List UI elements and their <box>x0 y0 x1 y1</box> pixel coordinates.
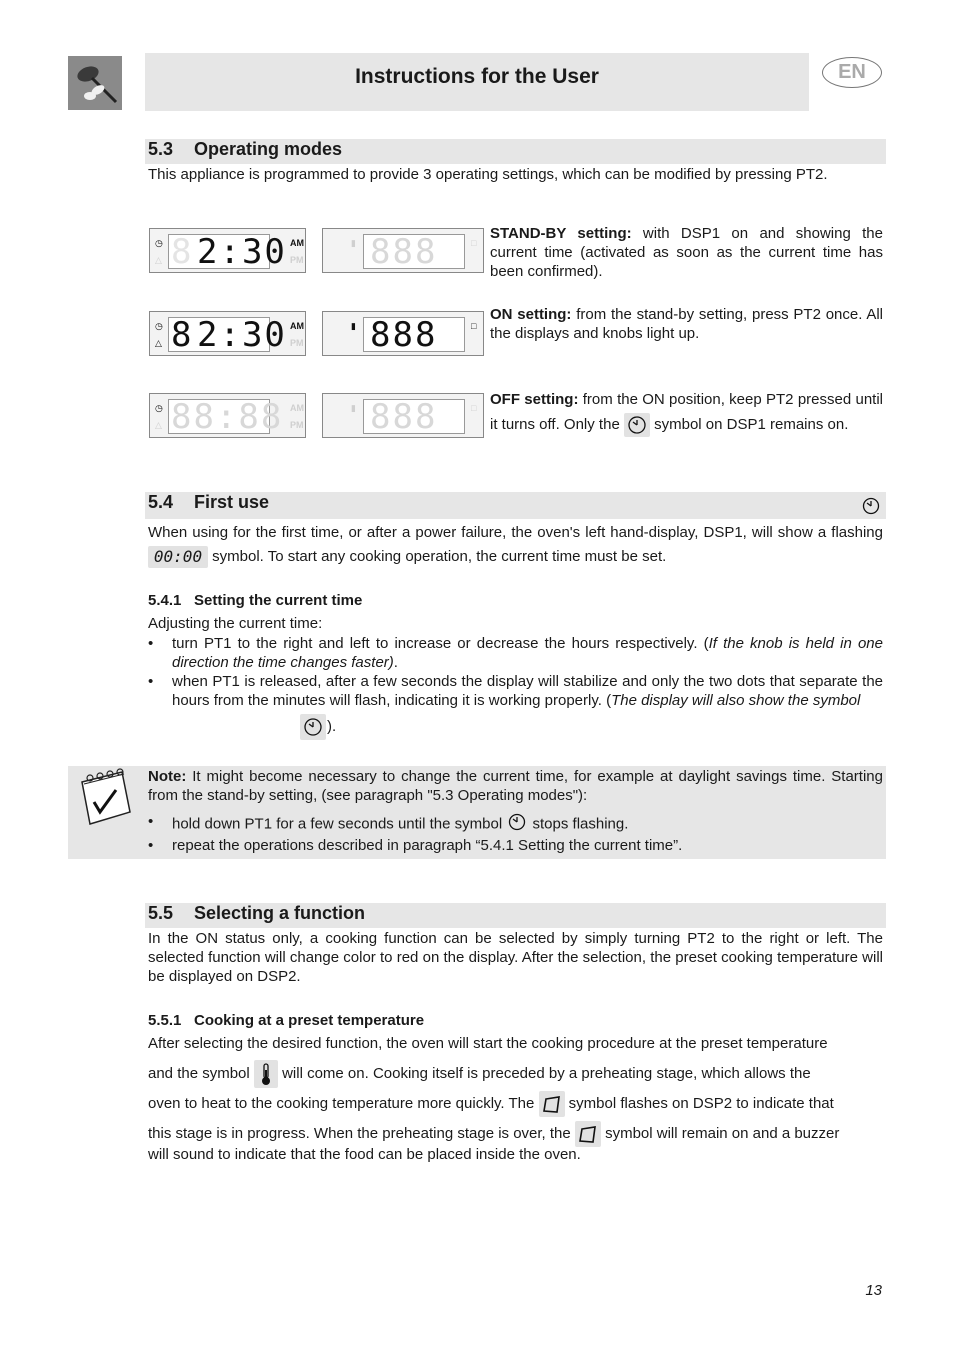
bullet: • <box>148 673 154 690</box>
thermometer-icon: ▮ <box>351 403 356 413</box>
clock-icon: ◷ <box>155 321 163 331</box>
preset-line-1: After selecting the desired function, the oven will start the cooking procedure at the preset temperature <box>148 1035 828 1052</box>
thermometer-icon: ▮ <box>351 321 356 331</box>
clock-icon: ◷ <box>155 403 163 413</box>
section-title-5-3 <box>148 139 342 160</box>
thermometer-icon <box>254 1060 278 1088</box>
section-title-5-4: 5.4 First use <box>148 492 270 512</box>
subsection-title-5-5-1: 5.5.1 Cooking at a preset temperature <box>148 1012 425 1029</box>
standby-description <box>490 224 883 281</box>
off-label: OFF setting: <box>490 391 579 408</box>
clock-icon <box>860 496 882 520</box>
dsp2-on <box>322 311 484 356</box>
bell-icon: △ <box>155 420 162 430</box>
am-indicator: AM <box>290 403 304 413</box>
bullet: • <box>148 837 154 854</box>
clock-icon <box>506 812 528 837</box>
operating-modes-intro: This appliance is programmed to provide 3 operating settings, which can be modified by pressing PT2. <box>148 166 828 183</box>
dsp2-digits: 888 <box>370 397 438 437</box>
am-indicator: AM <box>290 321 304 331</box>
list-item-end: ). <box>327 718 337 735</box>
dsp2-standby <box>322 228 484 273</box>
language-badge: EN <box>822 57 882 88</box>
section-title-5-5: 5.5 Selecting a function <box>148 903 366 923</box>
chef-logo <box>68 56 122 110</box>
clock-icon <box>300 714 326 740</box>
preset-line-3: oven to heat to the cooking temperature more quickly. The symbol flashes on DSP2 to indicate that <box>148 1091 883 1117</box>
dsp1-off <box>149 393 306 438</box>
spoon-whisk-icon <box>68 56 122 110</box>
on-text: from the stand-by setting, press PT2 once. All the displays and knobs light up. <box>490 306 883 342</box>
lock-icon: □ <box>471 321 477 331</box>
section-title-text: Operating modes <box>194 139 343 159</box>
list-item: when PT1 is released, after a few seconds the display will stabilize and only the two dots that separate the hours from the minutes will flash, indicating it is working properly. (The display will also show the symbol <box>172 673 883 709</box>
section-number: 5.3 <box>148 139 174 159</box>
lock-icon: □ <box>471 238 477 248</box>
dsp2-digits: 888 <box>370 232 438 272</box>
time-digits: 2:30 <box>197 315 287 355</box>
clock-icon: ◷ <box>155 238 163 248</box>
bell-icon: △ <box>155 255 162 265</box>
bell-icon: △ <box>155 338 162 348</box>
preheat-icon <box>539 1091 565 1117</box>
pm-indicator: PM <box>290 255 304 265</box>
list-item: repeat the operations described in paragraph “5.4.1 Setting the current time”. <box>172 837 683 854</box>
preset-line-4: this stage is in progress. When the preheating stage is over, the symbol will remain on and a buzzer <box>148 1121 883 1147</box>
list-item: hold down PT1 for a few seconds until the symbol stops flashing. <box>172 812 883 837</box>
flashing-zero-time-symbol: 00:00 <box>148 546 208 568</box>
note-label: Note: <box>148 768 187 785</box>
standby-label: STAND-BY setting: <box>490 225 632 242</box>
preset-line-2: and the symbol will come on. Cooking itself is preceded by a preheating stage, which allows the <box>148 1060 883 1088</box>
first-use-paragraph: When using for the first time, or after a power failure, the oven's left hand-display, DSP1, will show a flashing 00:00 symbol. To start any cooking operation, the current time must be set. <box>148 524 883 567</box>
page-title: Instructions for the User <box>355 65 599 88</box>
dsp1-on: ◷ △ 8 2:30 AM PM <box>149 311 306 356</box>
pm-indicator: PM <box>290 420 304 430</box>
off-description: OFF setting: from the ON position, keep PT2 pressed until it turns off. Only the symbol on DSP1 remains on. <box>490 387 883 437</box>
subsection-title-5-4-1: 5.4.1 Setting the current time <box>148 592 363 609</box>
pm-indicator: PM <box>290 338 304 348</box>
on-label: ON setting: <box>490 306 572 323</box>
dsp2-digits: 888 <box>370 315 438 355</box>
dsp2-off <box>322 393 484 438</box>
clock-icon <box>624 413 650 437</box>
notepad-check-icon <box>76 768 136 834</box>
bullet: • <box>148 813 154 830</box>
note-paragraph: Note: It might become necessary to change the current time, for example at daylight savings time. Starting from the stand-by setting, (see paragraph "5.3 Operating modes"): <box>148 768 883 804</box>
bullet: • <box>148 635 154 652</box>
lock-icon: □ <box>471 403 477 413</box>
preheat-icon <box>575 1121 601 1147</box>
on-description <box>490 305 883 343</box>
adjusting-label: Adjusting the current time: <box>148 615 323 632</box>
selecting-function-paragraph: In the ON status only, a cooking function can be selected by simply turning PT2 to the right or left. The selected function will change color to red on the display. After the selection, the preset cooking temperature will be displayed on DSP2. <box>148 930 883 985</box>
standby-text: with DSP1 on and showing the current time (activated as soon as the current time has been confirmed). <box>490 225 883 280</box>
thermometer-icon: ▮ <box>351 238 356 248</box>
dsp1-standby: ◷ △ 8 2:30 AM PM <box>149 228 306 273</box>
time-digits: 2:30 <box>197 232 287 272</box>
list-item: turn PT1 to the right and left to increase or decrease the hours respectively. (If the knob is held in one direction the time changes faster). <box>172 635 883 671</box>
page-number: 13 <box>865 1282 882 1299</box>
off-digits: 88:88 <box>171 397 284 437</box>
am-indicator: AM <box>290 238 304 248</box>
preset-line-5: will sound to indicate that the food can be placed inside the oven. <box>148 1146 581 1163</box>
